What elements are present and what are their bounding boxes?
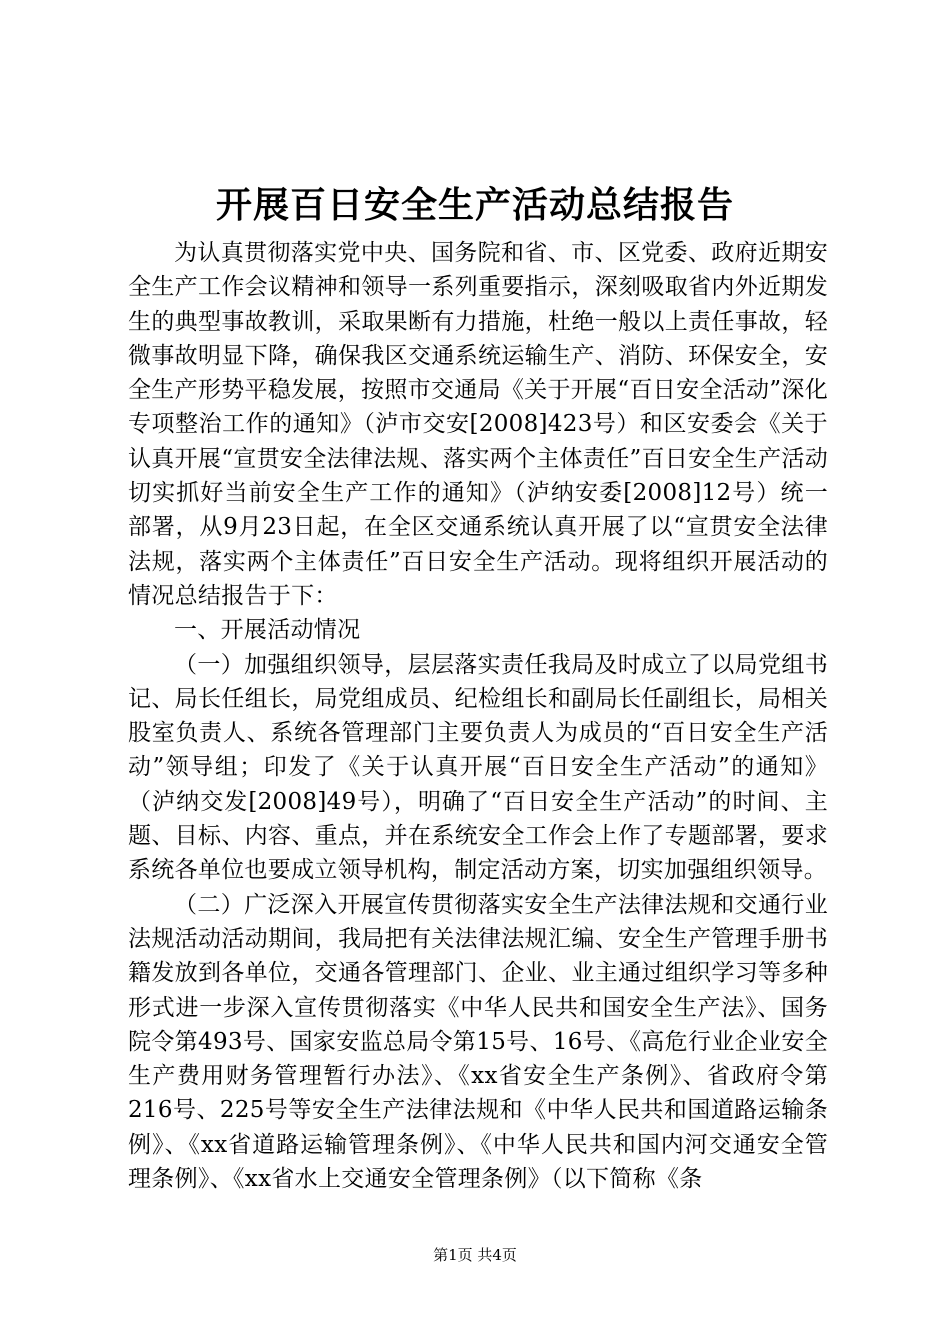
section-heading: 一、开展活动情况 bbox=[174, 617, 361, 644]
paragraph-publicity: （二）广泛深入开展宣传贯彻落实安全生产法律法规和交通行业法规活动活动期间，我局把有关法律法规汇编、安全生产管理手册书籍发放到各单位，交通各管理部门、企业、业主通过组织学习等多种形式进一步深入宣传贯彻落实《中华人民共和国安全生产法》、国务院令第493号、国家安监总局令第15号、16号、《高危行业企业安全生产费用财务管理暂行办法》、《xx省安全生产条例》、省政府令第216号、225号等安全生产法律法规和《中华人民共和国道路运输条例》、《xx省道路运输管理条例》、《中华人民共和国内河交通安全管理条例》、《xx省水上交通安全管理条例》（以下简称《条 bbox=[128, 891, 828, 1193]
document-body bbox=[128, 236, 828, 1196]
paragraph-intro: 为认真贯彻落实党中央、国务院和省、市、区党委、政府近期安全生产工作会议精神和领导一系列重要指示，深刻吸取省内外近期发生的典型事故教训，采取果断有力措施，杜绝一般以上责任事故，轻微事故明显下降，确保我区交通系统运输生产、消防、环保安全，安全生产形势平稳发展，按照市交通局《关于开展“百日安全活动”深化专项整治工作的通知》（泸市交安[2008]423号）和区安委会《关于认真开展“宣贯安全法律法规、落实两个主体责任”百日安全生产活动切实抓好当前安全生产工作的通知》（泸纳安委[2008]12号）统一部署，从9月23日起，在全区交通系统认真开展了以“宣贯安全法律法规，落实两个主体责任”百日安全生产活动。现将组织开展活动的情况总结报告于下： bbox=[128, 240, 828, 609]
paragraph-organization: （一）加强组织领导，层层落实责任我局及时成立了以局党组书记、局长任组长，局党组成员、纪检组长和副局长任副组长，局相关股室负责人、系统各管理部门主要负责人为成员的“百日安全生产活动”领导组；印发了《关于认真开展“百日安全生产活动”的通知》（泸纳交发[2008]49号），明确了“百日安全生产活动”的时间、主题、目标、内容、重点，并在系统安全工作会上作了专题部署，要求系统各单位也要成立领导机构，制定活动方案，切实加强组织领导。 bbox=[128, 651, 828, 884]
page-number: 第1页 共4页 bbox=[433, 1246, 517, 1264]
document-title: 开展百日安全生产活动总结报告 bbox=[215, 184, 734, 226]
